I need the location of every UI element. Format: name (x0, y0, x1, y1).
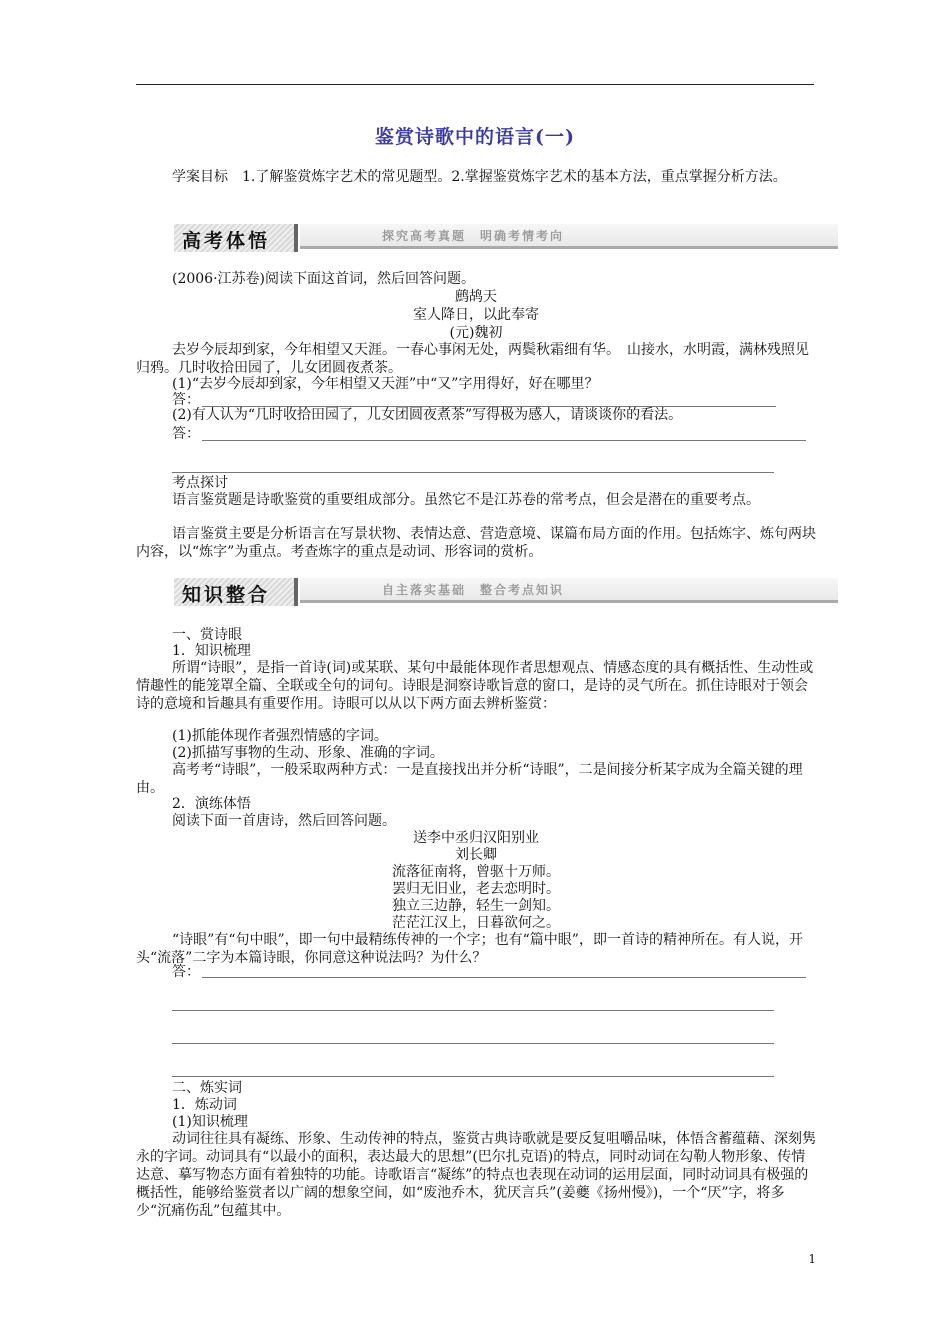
poem-title: 送李中丞归汉阳别业 (413, 830, 539, 846)
subheading-1-2: 2．演练体悟 (172, 796, 251, 812)
question-2: (2)有人认为“几时收拾田园了，儿女团圆夜煮茶”写得极为感人，请谈谈你的看法。 (172, 407, 683, 423)
answer-label: 答： (172, 392, 200, 408)
question-shiyan: “诗眼”有“句中眼”，即一句中最精练传神的一个字；也有“篇中眼”，即一首诗的精神所在。有人说，开头“流落”二字为本篇诗眼，你同意这种说法吗？为什么？ (136, 932, 803, 966)
banner-strip (300, 578, 838, 603)
poem-line: 流落征南将，曾驱十万师。 (392, 864, 560, 880)
header-rule (136, 84, 814, 85)
answer-line (172, 1010, 774, 1011)
page-title: 鉴赏诗歌中的语言(一) (375, 126, 575, 148)
point-1: (1)抓能体现作者强烈情感的字词。 (172, 728, 388, 744)
answer-line (172, 472, 774, 473)
paragraph-shiyan: 所谓“诗眼”，是指一首诗(词)或某联、某句中最能体现作者思想观点、情感态度的具有概括性、生动性或情趣性的能笼罩全篇、全联或全句的词句。诗眼是洞察诗歌旨意的窗口，是诗的灵气所在。抓住诗眼对于领会诗的意境和旨趣具有重要作用。诗眼可以从以下两方面去辨析鉴赏： (136, 660, 814, 712)
heading-1: 一、赏诗眼 (172, 627, 242, 643)
poem-text: 去岁今辰却到家，今年相望又天涯。一春心事闲无处，两鬓秋霜细有华。 山接水，水明霞，满林残照见归鸦。几时收拾田园了，儿女团圆夜煮茶。 (136, 342, 809, 376)
subheading-1-1: 1．知识梳理 (172, 643, 251, 659)
poem-line: 罢归无旧业，老去恋明时。 (392, 881, 560, 897)
poem-subtitle: 室人降日，以此奉寄 (413, 307, 539, 323)
learning-goal: 学案目标 1.了解鉴赏炼字艺术的常见题型。2.掌握鉴赏炼字艺术的基本方法，重点掌握分析方法。 (172, 169, 787, 185)
topic-paragraph-2: 语言鉴赏主要是分析语言在写景状物、表情达意、营造意境、谋篇布局方面的作用。包括炼字、炼句两块内容，以“炼字”为重点。考查炼字的重点是动词、形容词的赏析。 (136, 526, 816, 560)
topic-heading: 考点探讨 (172, 475, 228, 491)
answer-line (172, 1043, 774, 1044)
banner-label: 知识整合 (182, 584, 271, 606)
question-1: (1)“去岁今辰却到家，今年相望又天涯”中“又”字用得好，好在哪里？ (172, 376, 599, 392)
banner-subtitle: 自主落实基础 整合考点知识 (382, 583, 565, 597)
poem-author: 刘长卿 (455, 847, 497, 863)
banner-label-box (174, 578, 298, 606)
paragraph-dongci: 动词往往具有凝练、形象、生动传神的特点，鉴赏古典诗歌就是要反复咀嚼品味，体悟含蓄蕴藉、深刻隽永的字词。动词具有“以最小的面积，表达最大的思想”(巴尔扎克语)的特点，同时动词在勾勒人物形象、传情达意、摹写物态方面有着独特的功能。诗歌语言“凝练”的特点也表现在动词的运用层面，同时动词具有极强的概括性，能够给鉴赏者以广阔的想象空间，如“废池乔木，犹厌言兵”(姜夔《扬州慢》)，一个“厌”字，将多少“沉痛伤乱”包蕴其中。 (136, 1131, 816, 1219)
subheading-2-1a: (1)知识梳理 (172, 1114, 248, 1130)
answer-line (202, 440, 806, 441)
answer-label: 答： (172, 426, 200, 442)
banner-subtitle: 探究高考真题 明确考情考向 (382, 229, 565, 243)
poem-title: 鹧鸪天 (455, 289, 497, 305)
reading-instruction: 阅读下面一首唐诗，然后回答问题。 (172, 813, 396, 829)
banner-label: 高考体悟 (182, 230, 271, 252)
banner-strip (300, 224, 838, 249)
paragraph-gaokao: 高考考“诗眼”，一般采取两种方式：一是直接找出并分析“诗眼”，二是间接分析某字成为全篇关键的理由。 (136, 762, 803, 796)
answer-line (202, 977, 806, 978)
poem-line: 独立三边静，轻生一剑知。 (392, 898, 560, 914)
exam-intro: (2006·江苏卷)阅读下面这首词，然后回答问题。 (172, 271, 476, 287)
topic-paragraph-1: 语言鉴赏题是诗歌鉴赏的重要组成部分。虽然它不是江苏卷的常考点，但会是潜在的重要考点。 (172, 492, 760, 508)
answer-label: 答： (172, 964, 200, 980)
poem-author: (元)魏初 (449, 325, 503, 341)
page-number: 1 (808, 1252, 816, 1266)
section-banner-knowledge (174, 578, 838, 608)
banner-label-box (174, 224, 298, 252)
heading-2: 二、炼实词 (172, 1080, 242, 1096)
section-banner-gaokao (174, 224, 838, 254)
subheading-2-1: 1．炼动词 (172, 1097, 237, 1113)
answer-line (172, 1076, 774, 1077)
poem-line: 茫茫江汉上，日暮欲何之。 (392, 915, 560, 931)
point-2: (2)抓描写事物的生动、形象、准确的字词。 (172, 745, 444, 761)
